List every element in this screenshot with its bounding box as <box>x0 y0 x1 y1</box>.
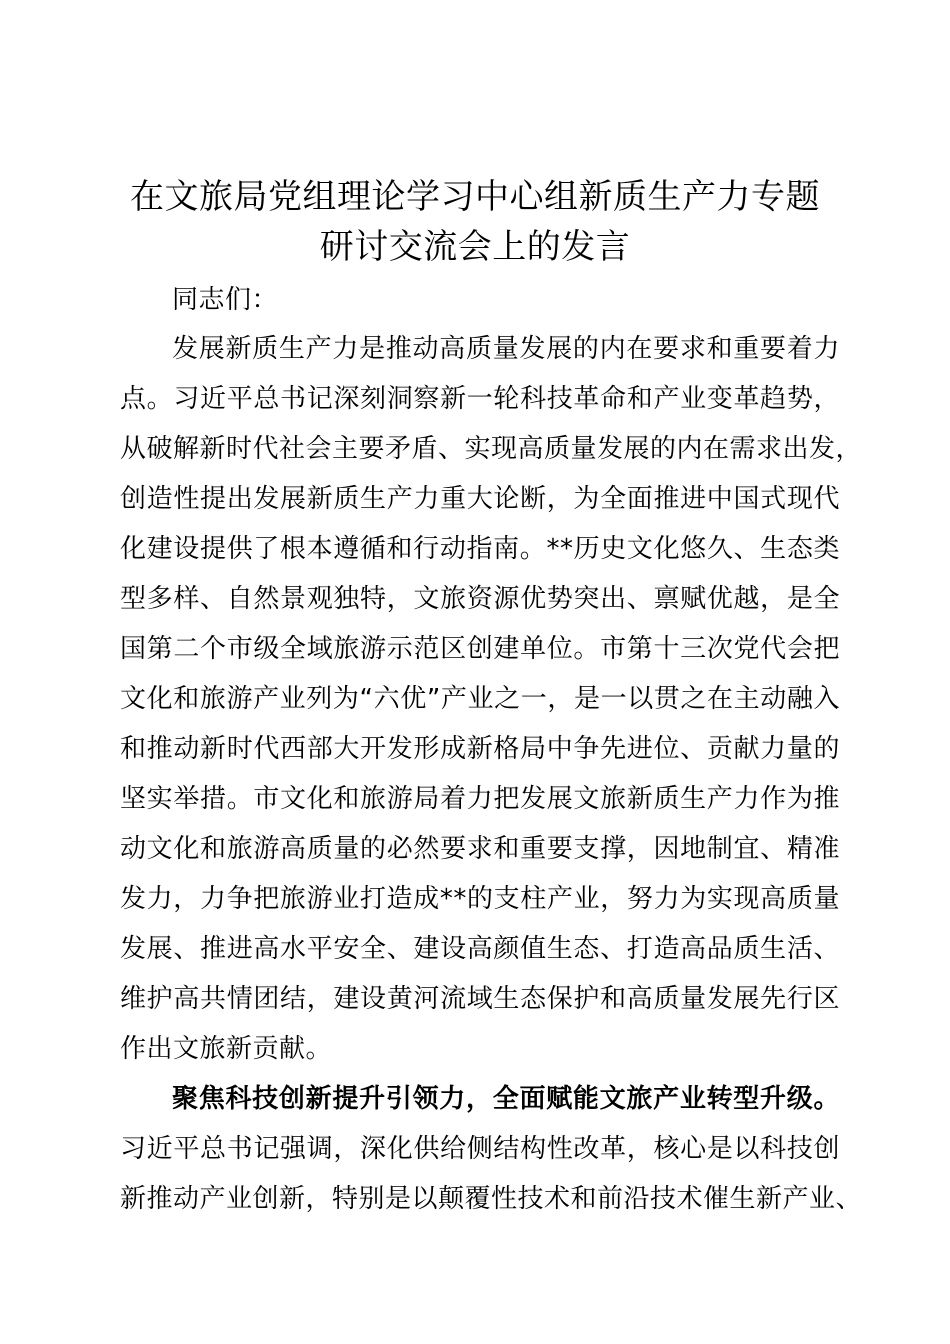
paragraph-line: 和推动新时代西部大开发形成新格局中争先进位、贡献力量的 <box>120 734 840 764</box>
paragraph-line: 点。习近平总书记深刻洞察新一轮科技革命和产业变革趋势， <box>120 384 840 414</box>
document-title-line-1: 在文旅局党组理论学习中心组新质生产力专题 <box>130 177 820 217</box>
salutation: 同志们： <box>172 285 279 315</box>
paragraph-line: 从破解新时代社会主要矛盾、实现高质量发展的内在需求出发， <box>120 434 863 464</box>
paragraph-line: 习近平总书记强调，深化供给侧结构性改革，核心是以科技创 <box>120 1134 840 1164</box>
paragraph-line: 化建设提供了根本遵循和行动指南。**历史文化悠久、生态类 <box>120 534 840 564</box>
paragraph-line: 新推动产业创新，特别是以颠覆性技术和前沿技术催生新产业、 <box>120 1184 863 1214</box>
paragraph-line: 发展新质生产力是推动高质量发展的内在要求和重要着力 <box>172 334 840 364</box>
section-heading: 聚焦科技创新提升引领力，全面赋能文旅产业转型升级。 <box>172 1084 840 1114</box>
paragraph-line: 创造性提出发展新质生产力重大论断，为全面推进中国式现代 <box>120 484 840 514</box>
paragraph-line: 型多样、自然景观独特，文旅资源优势突出、禀赋优越，是全 <box>120 584 840 614</box>
paragraph-line: 发展、推进高水平安全、建设高颜值生态、打造高品质生活、 <box>120 934 840 964</box>
paragraph-line: 维护高共情团结，建设黄河流域生态保护和高质量发展先行区 <box>120 984 840 1014</box>
paragraph-line: 动文化和旅游高质量的必然要求和重要支撑，因地制宜、精准 <box>120 834 840 864</box>
paragraph-line: 坚实举措。市文化和旅游局着力把发展文旅新质生产力作为推 <box>120 784 840 814</box>
paragraph-line: 作出文旅新贡献。 <box>120 1034 333 1064</box>
document-title-line-2: 研讨交流会上的发言 <box>319 227 631 267</box>
paragraph-line: 文化和旅游产业列为“六优”产业之一，是一以贯之在主动融入 <box>120 684 840 714</box>
paragraph-line: 国第二个市级全域旅游示范区创建单位。市第十三次党代会把 <box>120 634 840 664</box>
paragraph-line: 发力，力争把旅游业打造成**的支柱产业，努力为实现高质量 <box>120 884 840 914</box>
